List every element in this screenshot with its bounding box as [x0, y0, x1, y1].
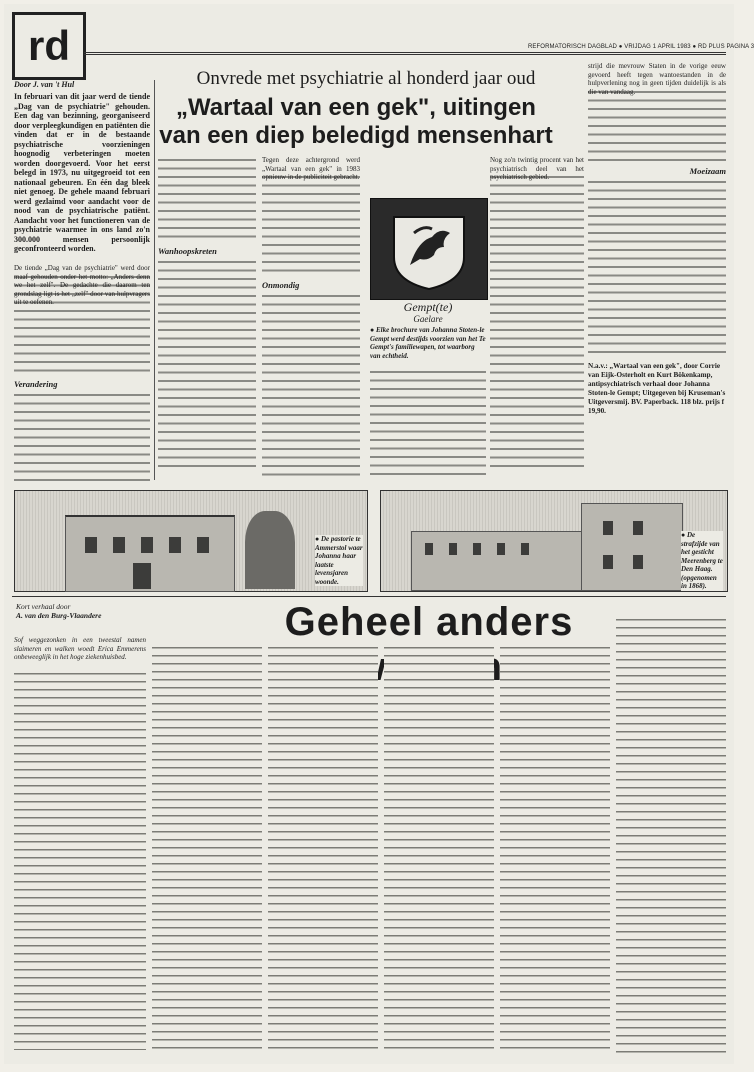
column-under-crest: [370, 368, 486, 478]
family-crest-illustration: [370, 198, 488, 300]
byline: Door J. van 't Hul: [14, 80, 75, 89]
column2-body-text: [158, 156, 256, 244]
story-label: Kort verhaal door: [16, 602, 71, 611]
top-rule: [84, 52, 726, 53]
article2-credit: [16, 602, 146, 630]
column4-paragraph: Nog zo'n twintig procent van het psychiatrisch deel van het psychiatrisch gebied.: [490, 156, 584, 181]
crest-title: Gempt(te): [403, 300, 453, 314]
article1-column-3: [262, 156, 360, 478]
story-first-paragraph: Sof weggezonken in een tweestal namen slaimeren en walken woedt Erica Emmerens onbeweeglijk in het hoge ziekenhuisbed.: [14, 636, 146, 661]
story-column-4: [384, 644, 494, 1054]
lead-paragraph: In februari van dit jaar werd de tiende „Dag van de psychiatrie" gehouden. Een dag van bezinning, georganiseerd door verpleegkundigen en patiënten die vinden dat er in de bestaande psychiatrische voorzieningen hoognodig verbeteringen moeten worden doorgevoerd. Voor het eerst belegd in 1973, nu uitgegroeid tot een nationaal gebeuren. En één dag bleek niet genoeg. De gehele maand februari werd gezlaimd voor aandacht voor de nood van de psychiatrische patiënt. Aandacht voor het functioneren van de psychiatrie waarmee in ons land zo'n 300.000 mensen persoonlijk geconfronteerd worden.: [14, 92, 150, 253]
column3-paragraph: Tegen deze achtergrond werd „Wartaal van een gek" in 1983 opnieuw in de publiciteit gebracht.: [262, 156, 360, 181]
article1-column-1: [14, 80, 150, 478]
book-info-box: N.a.v.: „Wartaal van een gek", door Corrie van Eijk-Osterholt en Kurt Bökenkamp, antipsychiatrisch verhaal door Johanna Stoten-le Gempt; Uitgegeven bij Kruseman's Uitgeversmij. BV. Paperback. 118 blz. prijs f 19,90.: [588, 362, 726, 415]
column3-body-text: [262, 173, 360, 278]
column1-body-text-2: [14, 391, 150, 481]
column2-body-text-2: [158, 258, 256, 473]
crest-icon: [384, 207, 474, 291]
top-rule-2: [84, 54, 726, 55]
column3-body-text-2: [262, 292, 360, 477]
column5-paragraph: strijd die mevrouw Staten in de vorige eeuw gevoerd heeft tegen wantoestanden in de hulpverlening nog in geen tijden duidelijk is als die van vandaag.: [588, 62, 726, 96]
column1-paragraph: De tiende „Dag van de psychiatrie" werd door maaf gehouden onder het motto: „Anders denn we het zelf". De gedachte die daarom ten grondslag ligt is het „zelf" door van hulpvragers uit te oefenen.: [14, 264, 150, 306]
subhead-wanhoopskreten: Wanhoopskreten: [158, 246, 217, 256]
subhead-verandering: Verandering: [14, 378, 58, 389]
subhead-moeizaam: Moeizaam: [689, 166, 726, 176]
story-column-2: [152, 644, 262, 1054]
column-divider: [154, 80, 155, 480]
section-rule: [12, 596, 726, 597]
headline: „Wartaal van een gek", uitingen van een diep beledigd mensenhart: [159, 94, 553, 149]
newspaper-page: [4, 4, 754, 1064]
article1-column-4: [490, 156, 584, 478]
story-author: A. van den Burg-Vlaandere: [16, 611, 102, 620]
caption-meerenberg: ● De strafzijde van het gesticht Meerenberg te Den Haag. (opgenomen in 1868).: [681, 531, 723, 590]
article1-column-2: [158, 156, 256, 478]
masthead-line: REFORMATORISCH DAGBLAD ● VRIJDAG 1 APRIL 1983 ● RD PLUS PAGINA 3: [528, 44, 754, 50]
caption-pastorie: ● De pastorie te Ammerstol waar Johanna haar laatste levensjaren woonde.: [315, 535, 363, 586]
column4-body-text: [490, 173, 584, 473]
subhead-onmondig: Onmondig: [262, 280, 300, 290]
crest-subtitle: Gaelare: [413, 314, 443, 324]
photo-pastorie: [14, 490, 368, 592]
story-column-3: [268, 644, 378, 1054]
rd-logo: rd: [12, 12, 86, 80]
photo-meerenberg: [380, 490, 728, 592]
crest-caption: ● Elke brochure van Johanna Stoten-le Gempt werd destijds voorzien van het Te Gempt's familiewapen, tot waarborg van echtheid.: [370, 326, 486, 360]
story-column-6: [616, 616, 726, 1054]
story-column-1: [14, 636, 146, 1054]
column5-body-text-2: [588, 178, 726, 358]
column5-body-text: [588, 88, 726, 164]
kicker: Onvrede met psychiatrie al honderd jaar oud: [196, 68, 536, 89]
story-column-5: [500, 644, 610, 1054]
story-headline: Geheel anders: [284, 600, 574, 644]
article1-column-5: [588, 62, 726, 358]
